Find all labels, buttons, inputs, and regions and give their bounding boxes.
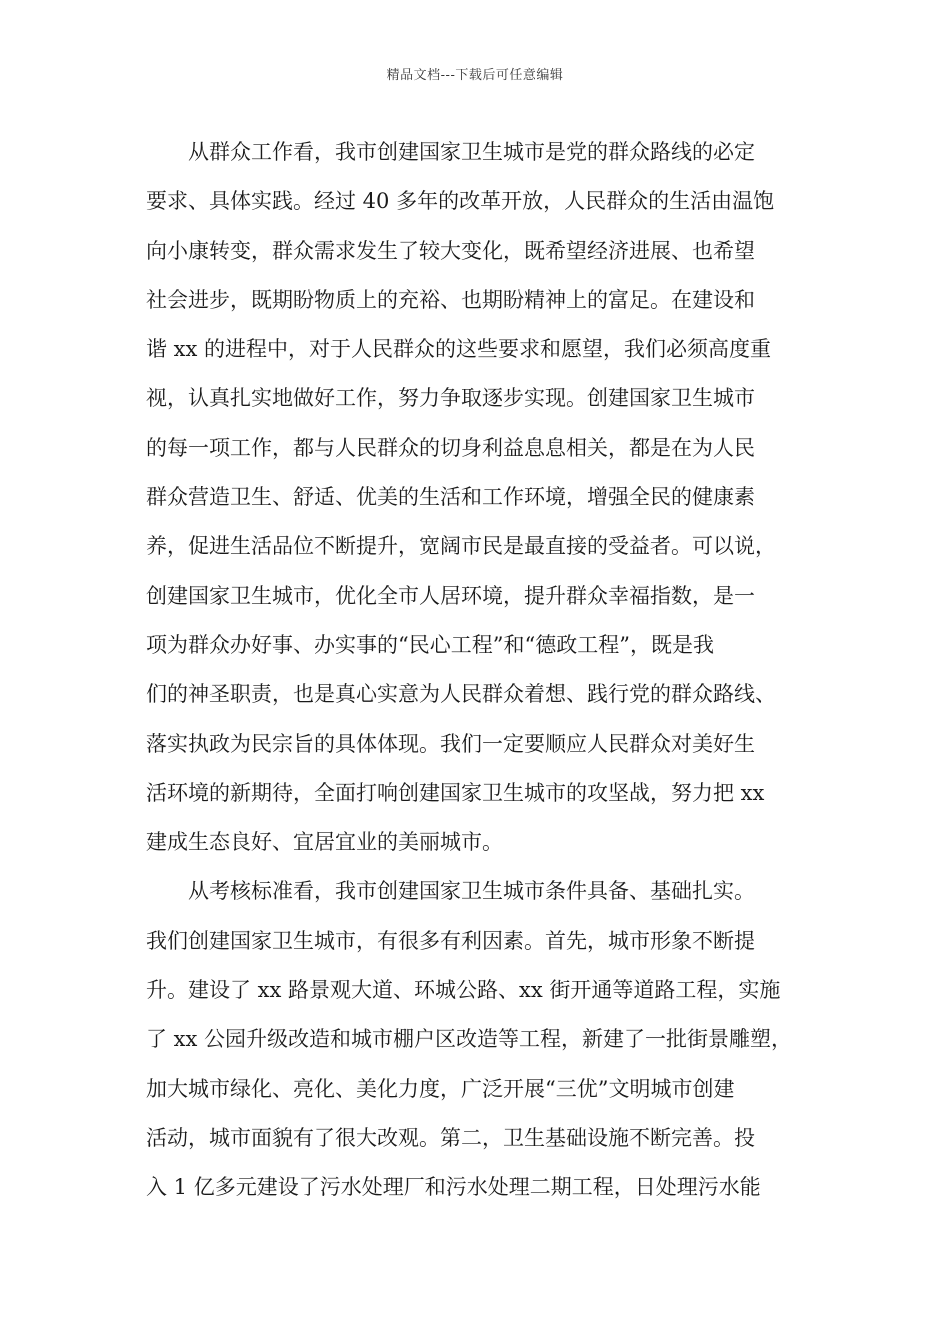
paragraph-line: 向小康转变，群众需求发生了较大变化，既希望经济进展、也希望 — [146, 238, 755, 263]
paragraph-line: 升。建设了 xx 路景观大道、环城公路、xx 街开通等道路工程，实施 — [146, 978, 781, 1003]
paragraph-line: 谐 xx 的进程中，对于人民群众的这些要求和愿望，我们必须高度重 — [146, 337, 772, 362]
paragraph-line: 从群众工作看，我市创建国家卫生城市是党的群众路线的必定 — [188, 140, 755, 164]
paragraph-line: 我们创建国家卫生城市，有很多有利因素。首先，城市形象不断提 — [146, 928, 755, 953]
paragraph-line: 从考核标准看，我市创建国家卫生城市条件具备、基础扎实。 — [188, 879, 755, 904]
paragraph-line: 活环境的新期待，全面打响创建国家卫生城市的攻坚战，努力把 xx — [146, 780, 765, 805]
paragraph-line: 养，促进生活品位不断提升，宽阔市民是最直接的受益者。可以说， — [146, 534, 776, 559]
page-header: 精品文档---下载后可任意编辑 — [386, 68, 564, 83]
paragraph-line: 加大城市绿化、亮化、美化力度，广泛开展“三优”文明城市创建 — [146, 1076, 735, 1101]
paragraph-line: 创建国家卫生城市，优化全市人居环境，提升群众幸福指数，是一 — [146, 583, 755, 608]
paragraph-line: 社会进步，既期盼物质上的充裕、也期盼精神上的富足。在建设和 — [146, 287, 755, 312]
paragraph-line: 视，认真扎实地做好工作，努力争取逐步实现。创建国家卫生城市 — [146, 386, 755, 411]
paragraph-line: 建成生态良好、宜居宜业的美丽城市。 — [146, 830, 503, 855]
paragraph-line: 群众营造卫生、舒适、优美的生活和工作环境，增强全民的健康素 — [146, 485, 755, 510]
paragraph-line: 入 1 亿多元建设了污水处理厂和污水处理二期工程，日处理污水能 — [146, 1175, 761, 1200]
paragraph-line: 们的神圣职责，也是真心实意为人民群众着想、践行党的群众路线、 — [146, 682, 776, 707]
paragraph-line: 要求、具体实践。经过 40 多年的改革开放，人民群众的生活由温饱 — [146, 189, 775, 214]
paragraph-line: 的每一项工作，都与人民群众的切身利益息息相关，都是在为人民 — [146, 435, 755, 460]
document-body — [146, 128, 822, 1213]
paragraph-line: 落实执政为民宗旨的具体体现。我们一定要顺应人民群众对美好生 — [146, 731, 755, 756]
paragraph-line: 了 xx 公园升级改造和城市棚户区改造等工程，新建了一批街景雕塑， — [146, 1027, 793, 1052]
paragraph-line: 项为群众办好事、办实事的“民心工程”和“德政工程”，既是我 — [146, 632, 714, 657]
paragraph-line: 活动，城市面貌有了很大改观。第二，卫生基础设施不断完善。投 — [146, 1125, 755, 1150]
